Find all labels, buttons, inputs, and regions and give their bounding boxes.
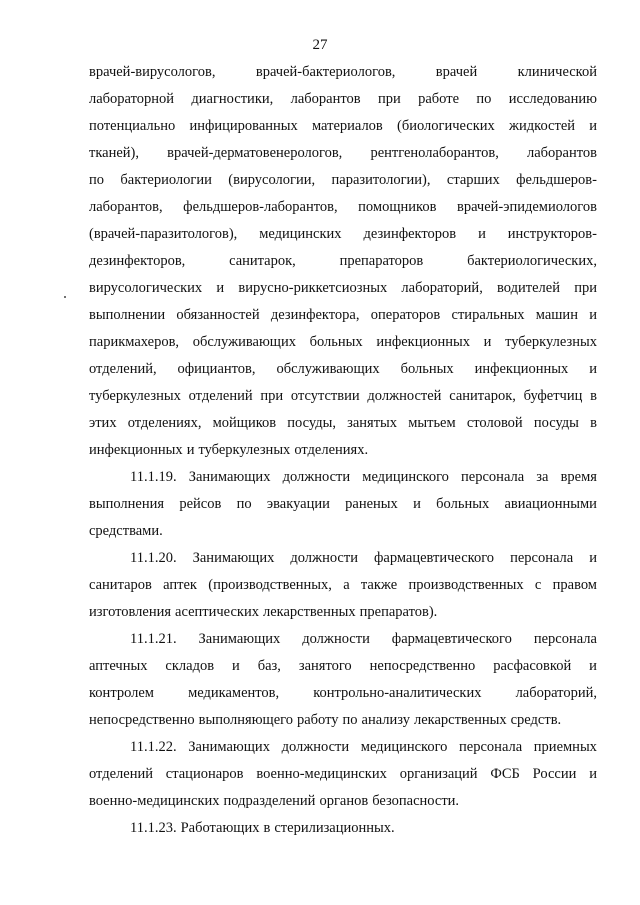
word: фельдшеров- <box>516 172 597 188</box>
text-line <box>89 89 597 109</box>
text-line <box>89 683 597 703</box>
word: отделениях, <box>127 415 202 431</box>
word: по <box>342 712 358 728</box>
word: жидкостей <box>508 118 576 134</box>
page-number: 27 <box>312 37 328 53</box>
word: Занимающих <box>188 469 271 485</box>
word: туберкулезных <box>89 388 181 404</box>
text-line <box>89 116 597 136</box>
word: и <box>589 118 597 134</box>
word: организаций <box>399 766 478 782</box>
text-line <box>89 656 597 676</box>
word: дезинфекторов <box>363 226 457 242</box>
word: вирусно-риккетсиозных <box>238 280 388 296</box>
word: баз, <box>257 658 281 674</box>
word: выполняющего <box>198 712 293 728</box>
word: аптечных <box>89 658 148 674</box>
word: инфекционных <box>89 442 183 458</box>
word: санитарок, <box>449 388 516 404</box>
text-line <box>130 467 597 487</box>
word: 11.1.21. <box>130 631 177 647</box>
word: медицинского <box>360 739 448 755</box>
word: дезинфекторов, <box>89 253 186 269</box>
text-line <box>89 386 597 406</box>
word: Занимающих <box>188 739 270 755</box>
word: старших <box>446 172 500 188</box>
word: в <box>263 820 271 836</box>
word: потенциально <box>89 118 176 134</box>
word: бактериологии <box>120 172 212 188</box>
word: и <box>589 550 597 566</box>
text-line <box>89 332 597 352</box>
text-line <box>89 575 597 595</box>
word: анализу <box>361 712 410 728</box>
word: с <box>534 577 542 593</box>
word: производственных <box>408 577 524 593</box>
text-line <box>130 737 597 757</box>
word: отделениях. <box>294 442 369 458</box>
word: санитаров <box>89 577 152 593</box>
word: при <box>574 280 597 296</box>
word: этих <box>89 415 117 431</box>
word: эвакуации <box>266 496 330 512</box>
word: при <box>260 388 284 404</box>
word: официантов, <box>177 361 256 377</box>
text-line <box>89 197 597 217</box>
word: должностей <box>367 388 442 404</box>
word: приемных <box>533 739 597 755</box>
word: выполнении <box>89 307 166 323</box>
word: препаратов). <box>359 604 438 620</box>
word: медицинского <box>362 469 449 485</box>
word: должности <box>302 631 370 647</box>
word: лаборантов, <box>89 199 163 215</box>
word: обязанностей <box>176 307 260 323</box>
word: 11.1.20. <box>130 550 177 566</box>
word: и <box>478 226 486 242</box>
word: инфекционных <box>376 334 471 350</box>
word: ФСБ <box>490 766 520 782</box>
word: врачей-вирусологов, <box>89 64 216 80</box>
word: асептических <box>175 604 259 620</box>
word: должности <box>281 739 350 755</box>
text-line <box>89 764 597 784</box>
word: изготовления <box>89 604 172 620</box>
word: бактериологических, <box>467 253 597 269</box>
text-line <box>89 494 597 514</box>
word: отсутствии <box>290 388 360 404</box>
word: врачей-бактериологов, <box>255 64 396 80</box>
scan-speck <box>64 296 66 298</box>
word: буфетчиц <box>523 388 583 404</box>
word: обслуживающих <box>192 334 296 350</box>
word: России <box>532 766 577 782</box>
word: посуды, <box>287 415 336 431</box>
word: лабораторий, <box>515 685 597 701</box>
word: выполнения <box>89 496 165 512</box>
word: стационаров <box>165 766 244 782</box>
word: обслуживающих <box>276 361 380 377</box>
text-line <box>89 521 163 541</box>
text-line <box>89 143 597 163</box>
word: и <box>186 442 195 458</box>
text-line <box>130 629 597 649</box>
word: непосредственно <box>89 712 195 728</box>
word: отделений, <box>89 361 157 377</box>
word: время <box>560 469 597 485</box>
word: при <box>377 91 401 107</box>
word: туберкулезных <box>505 334 597 350</box>
word: занятых <box>347 415 398 431</box>
word: аптек <box>163 577 197 593</box>
text-line <box>89 413 597 433</box>
word: средствами. <box>89 523 163 539</box>
word: расфасовкой <box>493 658 572 674</box>
word: дезинфектора, <box>270 307 360 323</box>
word: в <box>590 415 597 431</box>
word: водителей <box>497 280 560 296</box>
word: рентгенолаборантов, <box>370 145 499 161</box>
word: 11.1.22. <box>130 739 177 755</box>
text-line <box>130 548 597 568</box>
word: работу <box>296 712 339 728</box>
word: мойщиков <box>212 415 277 431</box>
word: инфекционных <box>474 361 569 377</box>
word: парикмахеров, <box>89 334 180 350</box>
word: и <box>232 658 240 674</box>
word: посуды <box>533 415 579 431</box>
text-line <box>89 224 597 244</box>
word: контролем <box>89 685 154 701</box>
word: инструкторов- <box>507 226 597 242</box>
word: Занимающих <box>198 631 281 647</box>
word: (производственных, <box>208 577 332 593</box>
word: лаборантов <box>290 91 361 107</box>
word: тканей), <box>89 145 140 161</box>
word: контрольно-аналитических <box>313 685 482 701</box>
word: (биологических <box>396 118 495 134</box>
word: отделений <box>188 388 253 404</box>
text-line <box>89 710 561 730</box>
word: инфицированных <box>189 118 298 134</box>
word: стиральных <box>451 307 525 323</box>
word: машин <box>535 307 578 323</box>
word: врачей <box>435 64 478 80</box>
word: подразделений <box>223 793 316 809</box>
word: помощников <box>358 199 437 215</box>
text-line <box>89 278 597 298</box>
word: по <box>89 172 105 188</box>
word: материалов <box>311 118 383 134</box>
text-line <box>89 251 597 271</box>
word: препараторов <box>339 253 424 269</box>
word: персонала <box>533 631 597 647</box>
text-line <box>89 170 597 190</box>
word: и <box>589 361 597 377</box>
text-line <box>89 305 597 325</box>
word: столовой <box>466 415 523 431</box>
text-line <box>89 440 368 460</box>
word: больных <box>436 496 490 512</box>
word: больных <box>400 361 454 377</box>
word: занятого <box>298 658 352 674</box>
word: органов <box>319 793 369 809</box>
text-line <box>89 791 459 811</box>
word: должности <box>290 550 358 566</box>
word: раненых <box>345 496 398 512</box>
word: авиационными <box>504 496 597 512</box>
word: исследованию <box>508 91 597 107</box>
text-line <box>130 818 395 838</box>
word: лекарственных <box>262 604 356 620</box>
word: 11.1.19. <box>130 469 177 485</box>
word: Работающих <box>180 820 260 836</box>
word: лаборантов <box>526 145 597 161</box>
text-line <box>89 62 597 82</box>
word: по <box>476 91 492 107</box>
word: туберкулезных <box>198 442 291 458</box>
word: также <box>360 577 398 593</box>
word: фельдшеров-лаборантов, <box>183 199 338 215</box>
word: персонала <box>461 469 525 485</box>
word: лабораторной <box>89 91 175 107</box>
word: лекарственных <box>413 712 507 728</box>
word: стерилизационных. <box>274 820 395 836</box>
word: военно-медицинских <box>256 766 387 782</box>
word: клинической <box>517 64 597 80</box>
word: за <box>536 469 549 485</box>
word: безопасности. <box>372 793 460 809</box>
word: 11.1.23. <box>130 820 177 836</box>
word: правом <box>552 577 597 593</box>
text-line <box>89 359 597 379</box>
word: работе <box>418 91 460 107</box>
word: медикаментов, <box>188 685 280 701</box>
word: паразитологии), <box>331 172 431 188</box>
word: военно-медицинских <box>89 793 220 809</box>
word: в <box>590 388 597 404</box>
word: а <box>343 577 350 593</box>
word: и <box>589 658 597 674</box>
word: диагностики, <box>191 91 274 107</box>
word: отделений <box>89 766 153 782</box>
word: складов <box>165 658 215 674</box>
text-line <box>89 602 437 622</box>
word: лабораторий, <box>401 280 483 296</box>
word: фармацевтического <box>373 550 495 566</box>
word: непосредственно <box>369 658 476 674</box>
word: (врачей-паразитологов), <box>89 226 238 242</box>
word: мытьем <box>408 415 456 431</box>
word: больных <box>309 334 363 350</box>
word: вирусологических <box>89 280 203 296</box>
word: медицинских <box>259 226 342 242</box>
word: и <box>216 280 225 296</box>
word: и <box>589 307 597 323</box>
word: по <box>236 496 252 512</box>
word: врачей-эпидемиологов <box>456 199 597 215</box>
word: персонала <box>510 550 574 566</box>
word: персонала <box>459 739 523 755</box>
word: врачей-дерматовенерологов, <box>167 145 343 161</box>
word: должности <box>282 469 351 485</box>
word: и <box>413 496 421 512</box>
word: санитарок, <box>229 253 296 269</box>
word: (вирусологии, <box>228 172 316 188</box>
word: средств. <box>510 712 562 728</box>
word: операторов <box>370 307 441 323</box>
word: фармацевтического <box>391 631 512 647</box>
word: рейсов <box>179 496 222 512</box>
word: Занимающих <box>192 550 275 566</box>
word: и <box>483 334 492 350</box>
word: и <box>589 766 597 782</box>
